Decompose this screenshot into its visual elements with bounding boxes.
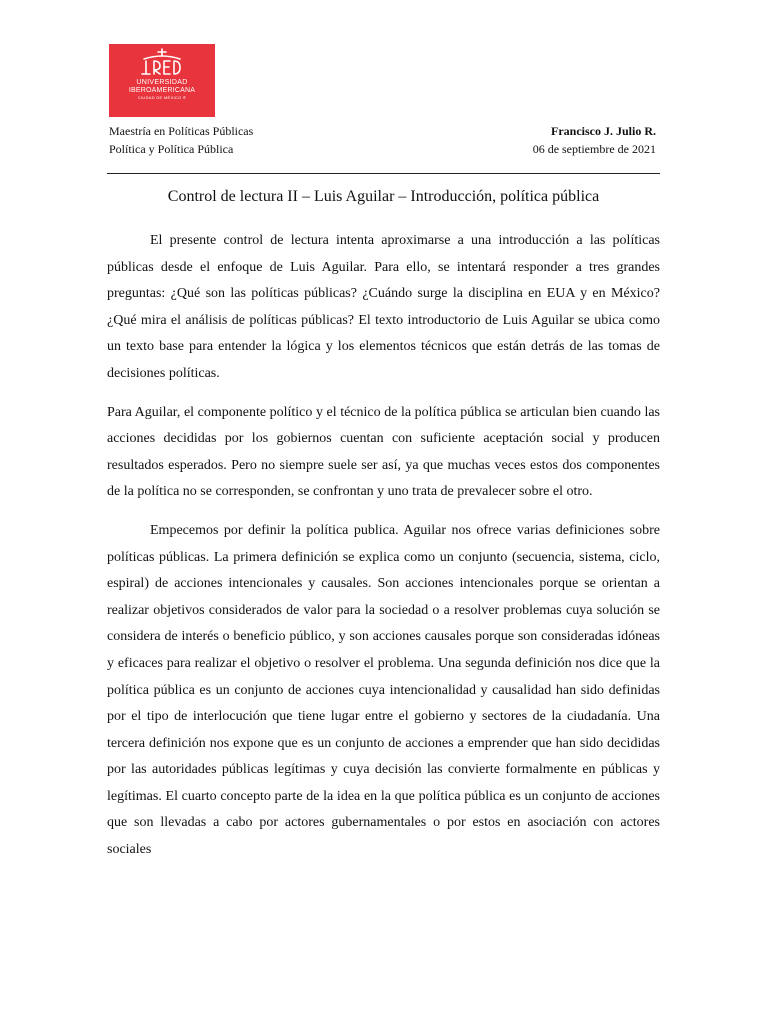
document-body	[107, 228, 660, 876]
logo-iberoamericana-text: IBEROAMERICANA	[128, 87, 196, 94]
program-name: Maestría en Políticas Públicas	[109, 124, 254, 138]
logo-city-text: CIUDAD DE MÉXICO ®	[137, 95, 187, 100]
paragraph-2: Para Aguilar, el componente político y el técnico de la política pública se articulan bien cuando las acciones decididas por los gobiernos cuentan con suficiente aceptación social y producen resultados esperados. Pero no siempre suele ser así, ya que muchas veces estos dos componentes de la política no se corresponden, se confrontan y uno trata de prevalecer sobre el otro.	[107, 404, 660, 500]
author-name: Francisco J. Julio R.	[551, 124, 656, 138]
ibero-emblem-icon	[136, 47, 188, 77]
document-date: 06 de septiembre de 2021	[532, 142, 656, 156]
university-logo	[109, 44, 215, 117]
header-left	[109, 122, 253, 158]
logo-university-text: UNIVERSIDAD	[136, 79, 188, 86]
header-divider	[107, 173, 660, 174]
paragraph-3: Empecemos por definir la política publica. Aguilar nos ofrece varias definiciones sobre políticas públicas. La primera definición se explica como un conjunto (secuencia, sistema, ciclo, espiral) de acciones intencionales y causales. Son acciones intencionales porque se orientan a realizar objetivos considerados de valor para la sociedad o a resolver problemas cuya solución se considera de interés o beneficio público, y son acciones causales porque son consideradas idóneas y eficaces para realizar el objetivo o resolver el problema. Una segunda definición nos dice que la política pública es un conjunto de acciones cuya intencionalidad y causalidad han sido definidas por el tipo de interlocución que tiene lugar entre el gobierno y sectores de la ciudadanía. Una tercera definición nos expone que es un conjunto de acciones a emprender que han sido decididas por las autoridades públicas legítimas y cuya decisión las convierte formalmente en públicas y legítimas. El cuarto concepto parte de la idea en la que política pública es un conjunto de acciones que son llevadas a cabo por actores gubernamentales o por estos en asociación con actores sociales	[107, 522, 660, 858]
paragraph-1: El presente control de lectura intenta aproximarse a una introducción a las políticas públicas desde el enfoque de Luis Aguilar. Para ello, se intentará responder a tres grandes preguntas: ¿Qué son las políticas públicas? ¿Cuándo surge la disciplina en EUA y en México? ¿Qué mira el análisis de políticas públicas? El texto introductorio de Luis Aguilar se ubica como un texto base para entender la lógica y los elementos técnicos que están detrás de las tomas de decisiones políticas.	[107, 233, 660, 381]
course-name: Política y Política Pública	[109, 142, 234, 156]
document-title: Control de lectura II – Luis Aguilar – Introducción, política pública	[167, 188, 600, 205]
header-right	[533, 122, 656, 158]
